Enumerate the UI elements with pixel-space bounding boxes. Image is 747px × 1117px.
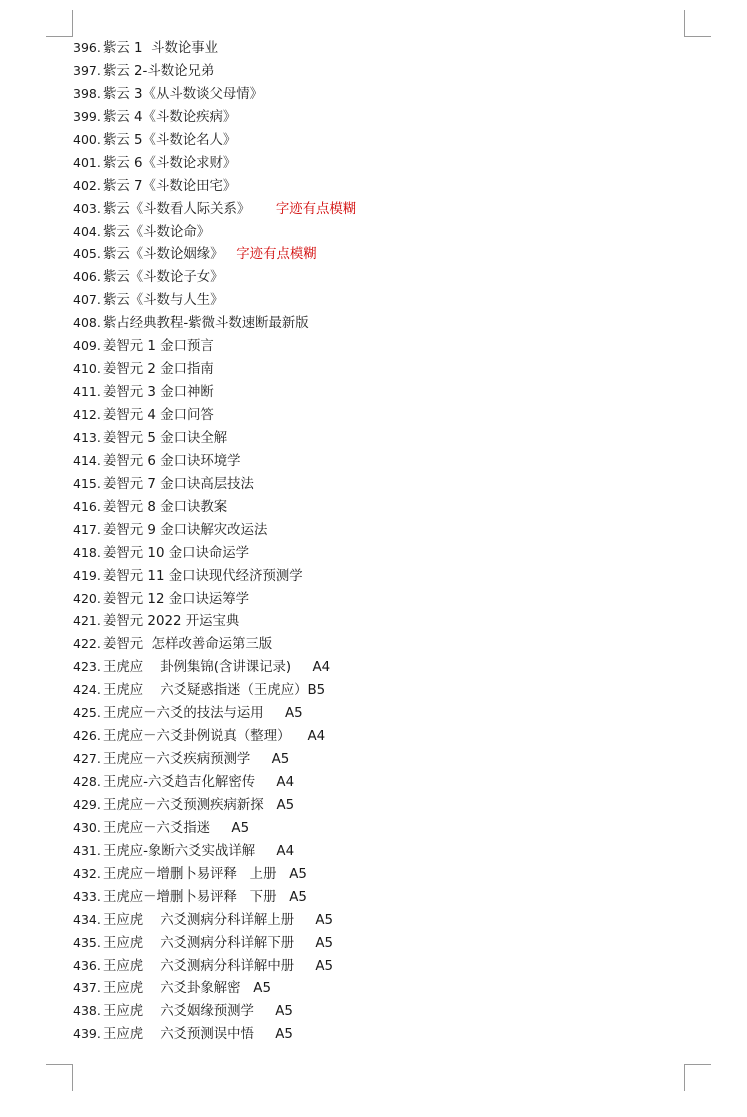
item-number: 414.: [73, 452, 101, 468]
item-number: 400.: [73, 131, 101, 147]
list-item: [73, 175, 356, 198]
list-item: [73, 840, 356, 863]
item-title: 姜智元 2022 开运宝典: [103, 614, 240, 630]
item-number: 406.: [73, 269, 101, 285]
item-number: 417.: [73, 521, 101, 537]
item-number: 402.: [73, 177, 101, 193]
crop-mark-bottom-left: [46, 1064, 73, 1091]
list-item: [73, 243, 356, 266]
item-title: 王虎应 卦例集锦(含讲课记录) A4: [103, 660, 331, 676]
list-item: [73, 221, 356, 244]
list-item: [73, 266, 356, 289]
item-number: 413.: [73, 429, 101, 445]
crop-mark-top-right: [684, 10, 711, 37]
item-title: 姜智元 3 金口神断: [103, 385, 214, 401]
item-title: 紫云《斗数论命》: [103, 224, 211, 240]
list-item: [73, 656, 356, 679]
item-title: 紫占经典教程-紫微斗数速断最新版: [103, 316, 309, 332]
item-title: 紫云 6《斗数论求财》: [103, 155, 237, 171]
item-title: 姜智元 12 金口诀运筹学: [103, 591, 250, 607]
item-title: 王虎应-六爻趋吉化解密传 A4: [103, 775, 295, 790]
item-number: 401.: [73, 154, 101, 170]
list-item: [73, 37, 356, 60]
list-item: [73, 794, 356, 817]
list-item: [73, 588, 356, 611]
list-item: [73, 312, 356, 335]
item-title: 王虎应－六爻指迷 A5: [103, 820, 250, 836]
item-number: 426.: [73, 728, 101, 744]
item-title: 王虎应－六爻卦例说真（整理） A4: [103, 729, 326, 745]
item-title: 姜智元 9 金口诀解灾改运法: [103, 522, 268, 538]
list-item: [73, 633, 356, 656]
item-number: 431.: [73, 842, 101, 858]
item-number: 396.: [73, 40, 101, 55]
item-title: 姜智元 1 金口预言: [103, 339, 214, 355]
item-title: 姜智元 7 金口诀高层技法: [103, 476, 254, 492]
item-number: 411.: [73, 384, 101, 400]
item-title: 紫云《斗数论子女》: [103, 270, 224, 286]
item-title: 紫云 4《斗数论疾病》: [103, 109, 237, 125]
list-item: [73, 450, 356, 473]
list-item: [73, 83, 356, 106]
item-title: 紫云 1 斗数论事业: [103, 41, 219, 56]
item-title: 紫云 3《从斗数谈父母情》: [103, 86, 264, 102]
crop-mark-top-left: [46, 10, 73, 37]
list-item: [73, 404, 356, 427]
item-number: 412.: [73, 407, 101, 422]
item-title: 王虎应－增删卜易评释 下册 A5: [103, 889, 307, 905]
list-item: [73, 886, 356, 909]
item-number: 438.: [73, 1003, 101, 1019]
item-title: 姜智元 8 金口诀教案: [103, 499, 228, 515]
item-number: 420.: [73, 590, 101, 606]
item-title: 王虎应－六爻疾病预测学 A5: [103, 752, 290, 768]
item-number: 437.: [73, 980, 101, 996]
list-item: [73, 932, 356, 955]
list-item: [73, 335, 356, 358]
list-item: [73, 817, 356, 840]
item-number: 436.: [73, 957, 101, 973]
item-number: 399.: [73, 108, 101, 124]
list-item: [73, 863, 356, 886]
item-title: 紫云 2-斗数论兄弟: [103, 63, 215, 79]
list-item: [73, 473, 356, 496]
item-number: 403.: [73, 200, 101, 216]
item-title: 姜智元 6 金口诀环境学: [103, 453, 241, 469]
item-number: 425.: [73, 705, 101, 721]
item-number: 415.: [73, 475, 101, 491]
item-title: 王虎应－增删卜易评释 上册 A5: [103, 866, 307, 882]
item-title: 紫云 7《斗数论田宅》: [103, 178, 237, 194]
item-title: 姜智元 11 金口诀现代经济预测学: [103, 568, 303, 584]
item-number: 421.: [73, 613, 101, 629]
item-title: 王虎应 六爻疑惑指迷（王虎应）B5: [103, 683, 326, 699]
item-number: 418.: [73, 544, 101, 560]
item-number: 422.: [73, 636, 101, 652]
list-item: [73, 702, 356, 725]
item-title: 紫云《斗数论姻缘》: [103, 247, 237, 263]
item-number: 398.: [73, 85, 101, 101]
item-number: 404.: [73, 223, 101, 239]
item-title: 姜智元 10 金口诀命运学: [103, 545, 250, 561]
list-item: [73, 496, 356, 519]
item-number: 433.: [73, 888, 101, 904]
item-title: 王应虎 六爻测病分科详解中册 A5: [103, 958, 334, 974]
item-title: 姜智元 4 金口问答: [103, 408, 214, 423]
crop-mark-bottom-right: [684, 1064, 711, 1091]
item-title: 王虎应－六爻预测疾病新探 A5: [103, 797, 295, 813]
item-note: 字迹有点模糊: [236, 247, 317, 263]
list-item: [73, 381, 356, 404]
list-item: [73, 152, 356, 175]
list-item: [73, 679, 356, 702]
item-title: 王应虎 六爻卦象解密 A5: [103, 981, 271, 997]
item-number: 428.: [73, 774, 101, 789]
item-number: 409.: [73, 338, 101, 354]
item-number: 410.: [73, 361, 101, 377]
item-title: 王应虎 六爻测病分科详解下册 A5: [103, 935, 334, 951]
list-item: [73, 565, 356, 588]
item-title: 王应虎 六爻测病分科详解上册 A5: [103, 912, 334, 928]
item-title: 紫云《斗数与人生》: [103, 293, 224, 309]
item-title: 姜智元 5 金口诀全解: [103, 430, 228, 446]
item-number: 423.: [73, 659, 101, 675]
list-item: [73, 358, 356, 381]
item-title: 紫云《斗数看人际关系》: [103, 201, 276, 217]
item-title: 王虎应-象断六爻实战详解 A4: [103, 843, 295, 859]
item-number: 439.: [73, 1026, 101, 1042]
item-number: 430.: [73, 819, 101, 835]
list-item: [73, 289, 356, 312]
list-item: [73, 977, 356, 1000]
item-number: 434.: [73, 911, 101, 927]
list-item: [73, 542, 356, 565]
list-item: [73, 427, 356, 450]
list-item: [73, 198, 356, 221]
list-item: [73, 771, 356, 794]
list-item: [73, 955, 356, 978]
item-title: 姜智元 2 金口指南: [103, 362, 214, 378]
item-title: 紫云 5《斗数论名人》: [103, 132, 237, 148]
list-item: [73, 610, 356, 633]
item-note: 字迹有点模糊: [275, 201, 357, 217]
item-number: 427.: [73, 751, 101, 767]
book-list: [73, 37, 356, 1046]
item-number: 432.: [73, 865, 101, 881]
list-item: [73, 60, 356, 83]
item-title: 王应虎 六爻预测误中悟 A5: [103, 1027, 293, 1043]
item-title: 王应虎 六爻姻缘预测学 A5: [103, 1004, 293, 1020]
list-item: [73, 748, 356, 771]
item-title: 姜智元 怎样改善命运第三版: [103, 637, 273, 653]
item-number: 419.: [73, 567, 101, 583]
item-number: 397.: [73, 62, 101, 78]
list-item: [73, 1000, 356, 1023]
item-title: 王虎应－六爻的技法与运用 A5: [103, 706, 303, 722]
list-item: [73, 106, 356, 129]
item-number: 405.: [73, 246, 101, 262]
item-number: 424.: [73, 682, 101, 698]
list-item: [73, 1023, 356, 1046]
list-item: [73, 129, 356, 152]
item-number: 429.: [73, 796, 101, 812]
list-item: [73, 909, 356, 932]
list-item: [73, 519, 356, 542]
item-number: 408.: [73, 315, 101, 331]
item-number: 435.: [73, 934, 101, 950]
item-number: 416.: [73, 498, 101, 514]
list-item: [73, 725, 356, 748]
item-number: 407.: [73, 292, 101, 308]
